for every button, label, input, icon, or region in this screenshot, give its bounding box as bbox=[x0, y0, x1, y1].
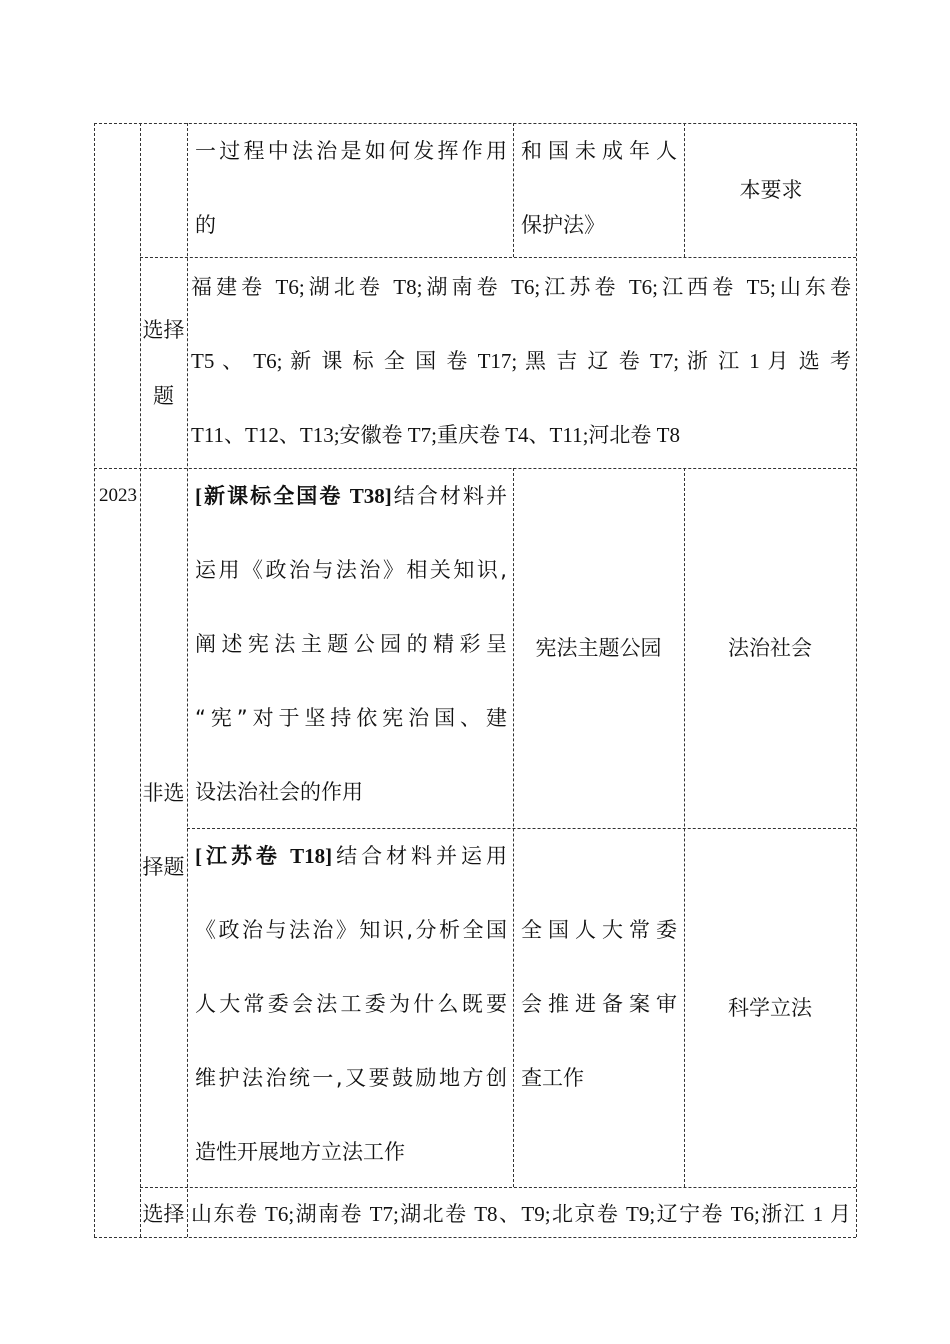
question-type-text: 选择 bbox=[142, 1202, 185, 1226]
material-line: 查工作 bbox=[521, 1066, 584, 1090]
material-line: 保护法》 bbox=[521, 213, 605, 237]
question-line: “宪”对于坚持依宪治国、建 bbox=[195, 706, 507, 730]
material-cell bbox=[521, 114, 677, 262]
question-line: 《政治与法治》知识,分析全国 bbox=[195, 918, 507, 942]
material-cell bbox=[521, 893, 677, 1115]
table-border-right bbox=[856, 123, 857, 1237]
question-line: 阐述宪法主题公园的精彩呈 bbox=[195, 632, 507, 656]
question-type-text: 择题 bbox=[142, 855, 185, 879]
question-source-tag: [新课标全国卷 T38] bbox=[195, 484, 392, 508]
choice-list-cell bbox=[191, 250, 851, 472]
question-type-text: 题 bbox=[153, 383, 174, 408]
choice-list-line: 福建卷 T6;湖北卷 T8;湖南卷 T6;江苏卷 T6;江西卷 T5;山东卷 bbox=[191, 275, 851, 299]
material-line: 和国未成年人 bbox=[521, 139, 677, 163]
choice-list-line: 山东卷 T6;湖南卷 T7;湖北卷 T8、T9;北京卷 T9;辽宁卷 T6;浙江 1 月 bbox=[191, 1202, 851, 1226]
question-line: 设法治社会的作用 bbox=[195, 780, 363, 804]
material-line: 全国人大常委 bbox=[521, 918, 677, 942]
question-line: 维护法治统一,又要鼓励地方创 bbox=[195, 1066, 507, 1090]
question-line: [新课标全国卷 T38]结合材料并 bbox=[195, 484, 508, 508]
material-text: 宪法主题公园 bbox=[535, 636, 662, 660]
question-type-cell bbox=[140, 1177, 187, 1251]
question-line: 人大常委会法工委为什么既要 bbox=[195, 992, 507, 1016]
knowledge-text: 科学立法 bbox=[728, 995, 812, 1020]
material-cell bbox=[513, 468, 684, 828]
year-text: 2023 bbox=[99, 485, 137, 506]
question-line: 造性开展地方立法工作 bbox=[195, 1140, 405, 1164]
year-cell bbox=[95, 476, 141, 516]
question-type-text: 非选 bbox=[142, 781, 185, 805]
question-cell bbox=[195, 459, 507, 829]
knowledge-text: 法治社会 bbox=[728, 636, 812, 660]
question-type-cell bbox=[140, 756, 187, 904]
material-line: 会推进备案审 bbox=[521, 992, 677, 1016]
question-line: [江苏卷 T18]结合材料并运用 bbox=[195, 844, 507, 868]
col-divider bbox=[684, 123, 685, 257]
knowledge-cell bbox=[686, 123, 856, 257]
choice-list-line: T11、T12、T13;安徽卷 T7;重庆卷 T4、T11;河北卷 T8 bbox=[191, 423, 680, 447]
choice-list-cell bbox=[191, 1177, 851, 1251]
question-cell bbox=[195, 114, 507, 262]
table-border-left bbox=[94, 123, 95, 1237]
question-type-text: 选择 bbox=[142, 317, 185, 342]
question-line: 的 bbox=[195, 213, 216, 237]
question-line: 运用《政治与法治》相关知识, bbox=[195, 558, 507, 582]
question-type-cell bbox=[140, 257, 187, 468]
question-line: 一过程中法治是如何发挥作用 bbox=[195, 139, 507, 163]
knowledge-cell bbox=[684, 468, 856, 828]
col-divider bbox=[513, 123, 514, 257]
choice-list-line: T5 、 T6; 新 课 标 全 国 卷 T17; 黑 吉 辽 卷 T7; 浙 江 1 月 选 考 bbox=[191, 349, 851, 373]
knowledge-text: 本要求 bbox=[739, 178, 803, 202]
question-cell bbox=[195, 819, 507, 1189]
question-source-tag: [江苏卷 T18] bbox=[195, 844, 333, 868]
knowledge-cell bbox=[684, 828, 856, 1187]
col-divider bbox=[187, 123, 188, 1237]
